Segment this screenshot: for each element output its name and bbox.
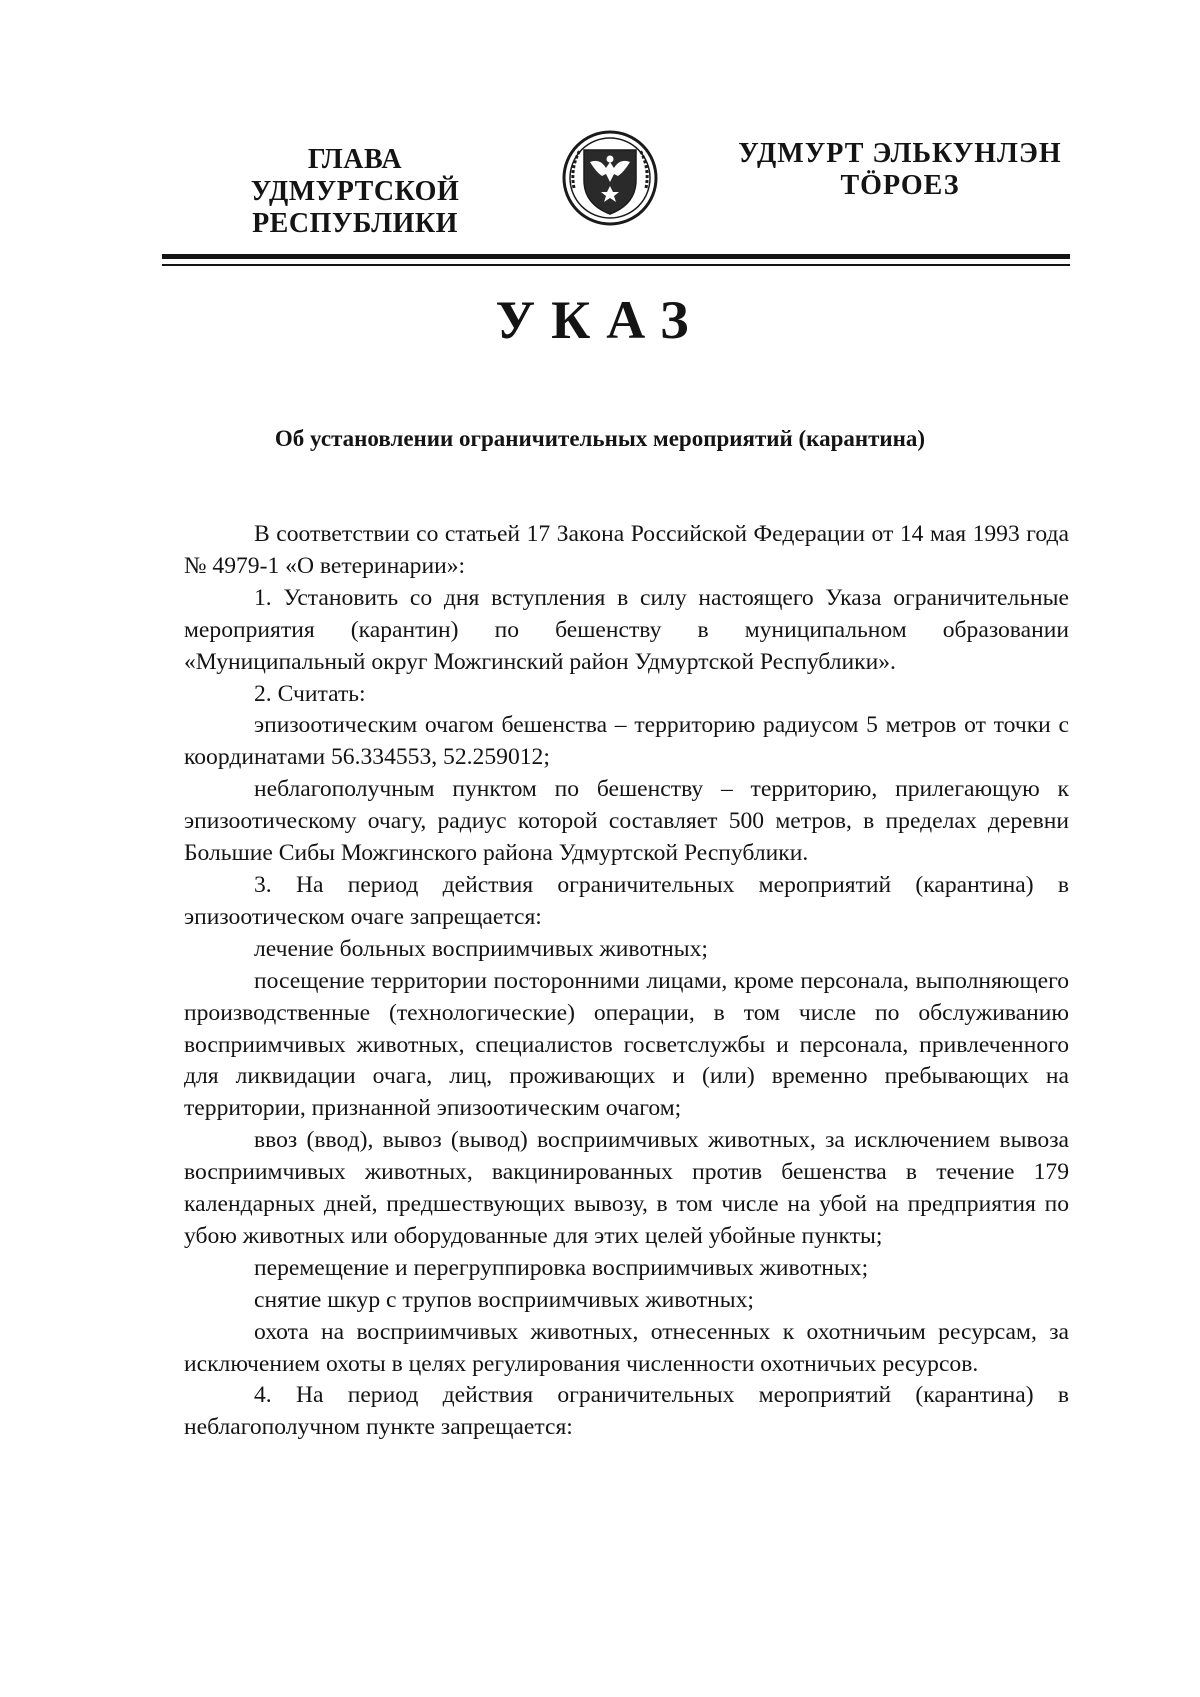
header-divider-thick [162, 254, 1070, 259]
header-divider-thin [162, 264, 1070, 266]
paragraph: 2. Считать: [254, 680, 366, 707]
paragraph: лечение больных восприимчивых животных; [254, 935, 708, 962]
paragraph: охота на восприимчивых животных, отнесенных к охотничьим ресурсам, за исключением охоты в целях регулирования численности охотничьих ресурсов. [184, 1318, 1069, 1377]
document-body [184, 519, 1069, 1444]
coat-of-arms-emblem-icon [560, 128, 660, 228]
paragraph: 3. На период действия ограничительных мероприятий (карантина) в эпизоотическом очаге запрещается: [184, 871, 1069, 930]
paragraph: неблагополучным пунктом по бешенству – территорию, прилегающую к эпизоотическому очагу, радиус которой составляет 500 метров, в пределах деревни Большие Сибы Можгинского района Удмуртской Республики. [184, 776, 1069, 867]
paragraph: эпизоотическим очагом бешенства – территорию радиусом 5 метров от точки с координатами 56.334553, 52.259012; [184, 712, 1069, 771]
header-right-block [730, 138, 1070, 202]
document-subtitle: Об установлении ограничительных мероприятий (карантина) [274, 426, 926, 451]
header-left-line1: ГЛАВА [307, 144, 403, 175]
paragraph: ввоз (ввод), вывоз (вывод) восприимчивых животных, за исключением вывоза восприимчивых животных, вакцинированных против бешенства в течение 179 календарных дней, предшествующих вывозу, в том числе на убой на предприятия по убою животных или оборудованные для этих целей убойные пункты; [184, 1127, 1069, 1249]
header-left-block [160, 144, 550, 240]
paragraph: В соответствии со статьей 17 Закона Российской Федерации от 14 мая 1993 года № 4979-1 «О ветеринарии»: [184, 521, 1069, 579]
paragraph: посещение территории посторонними лицами, кроме персонала, выполняющего производственные (технологические) операции, в том числе по обслуживанию восприимчивых животных, специалистов госветслужбы и персонала, привлеченного для ликвидации очага, лиц, проживающих и (или) временно пребывающих на территории, признанной эпизоотическим очагом; [184, 967, 1069, 1122]
paragraph: 1. Установить со дня вступления в силу настоящего Указа ограничительные мероприятия (карантин) по бешенству в муниципальном образовании «Муниципальный округ Можгинский район Удмуртской Республики». [184, 584, 1069, 675]
document-title: УКАЗ [495, 290, 705, 350]
paragraph: перемещение и перегруппировка восприимчивых животных; [254, 1254, 869, 1281]
paragraph: 4. На период действия ограничительных мероприятий (карантина) в неблагополучном пункте запрещается: [184, 1382, 1069, 1441]
header-left-line2: УДМУРТСКОЙ РЕСПУБЛИКИ [250, 176, 460, 239]
header-right-line1: УДМУРТ ЭЛЬКУНЛЭН [738, 138, 1062, 169]
document-header [160, 128, 1070, 239]
header-right-line2: ТӦРОЕЗ [840, 170, 960, 201]
paragraph: снятие шкур с трупов восприимчивых животных; [254, 1286, 754, 1313]
